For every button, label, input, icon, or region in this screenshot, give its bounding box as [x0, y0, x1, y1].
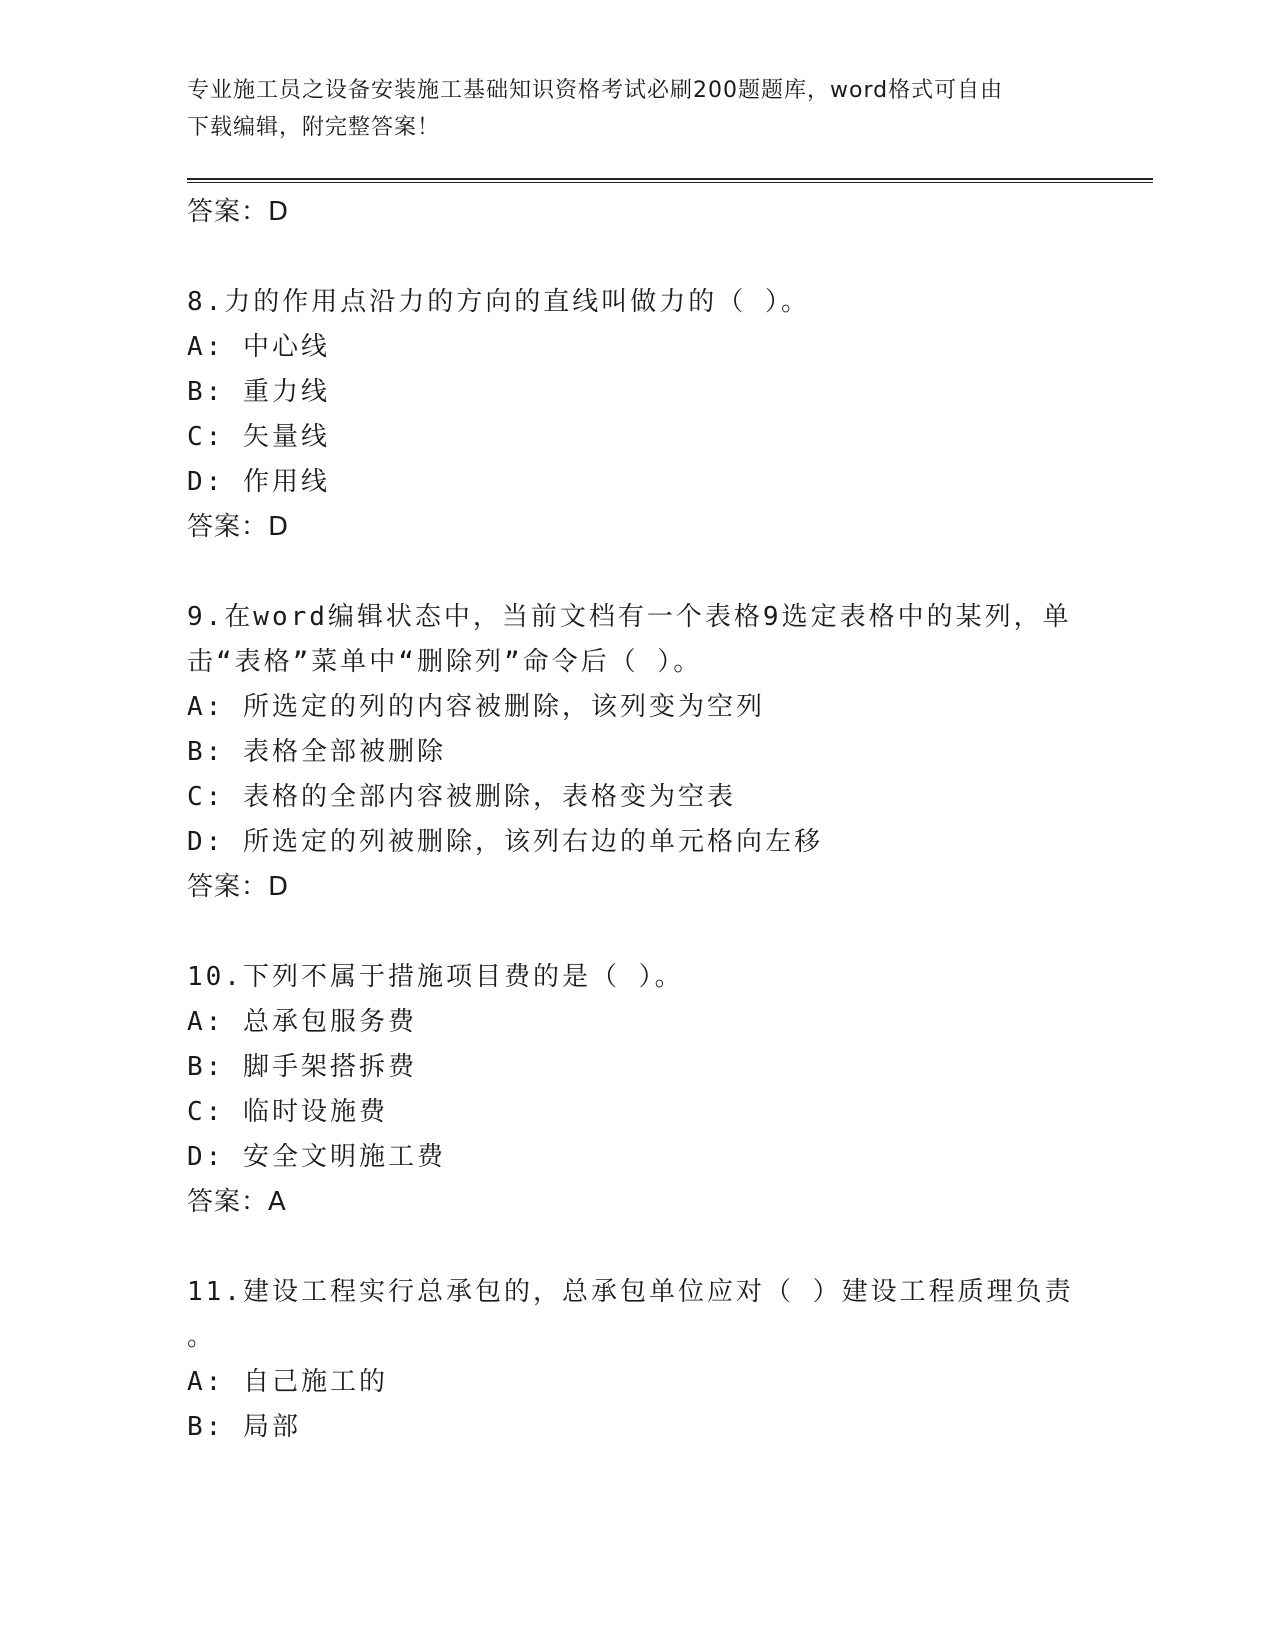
question-10-stem: 10.下列不属于措施项目费的是（ ）。 [187, 962, 684, 992]
question-11-option-b: B: 局部 [187, 1412, 301, 1442]
header-line-1: 专业施工员之设备安装施工基础知识资格考试必刷200题题库，word格式可自由 [187, 78, 1004, 103]
question-9-option-c: C: 表格的全部内容被删除，表格变为空表 [187, 782, 736, 812]
question-8-option-d: D: 作用线 [187, 467, 330, 497]
question-8-option-a: A: 中心线 [187, 332, 330, 362]
question-10-answer: 答案：A [187, 1187, 287, 1217]
question-9-option-b: B: 表格全部被删除 [187, 737, 446, 767]
question-8-stem: 8.力的作用点沿力的方向的直线叫做力的（ ）。 [187, 287, 810, 317]
question-11-stem-line-1: 11.建设工程实行总承包的，总承包单位应对（ ）建设工程质理负责 [187, 1277, 1074, 1307]
document-header [187, 72, 1087, 146]
previous-answer: 答案：D [187, 197, 290, 227]
question-8-option-b: B: 重力线 [187, 377, 330, 407]
question-10-option-b: B: 脚手架搭拆费 [187, 1052, 417, 1082]
question-9-stem-line-1: 9.在word编辑状态中，当前文档有一个表格9选定表格中的某列，单 [187, 602, 1072, 632]
question-11-stem-line-2: 。 [187, 1322, 217, 1352]
question-9-option-d: D: 所选定的列被删除，该列右边的单元格向左移 [187, 827, 823, 857]
question-10-option-c: C: 临时设施费 [187, 1097, 388, 1127]
question-11-option-a: A: 自己施工的 [187, 1367, 388, 1397]
question-9-answer: 答案：D [187, 872, 290, 902]
question-10-option-d: D: 安全文明施工费 [187, 1142, 446, 1172]
header-line-2: 下载编辑，附完整答案！ [187, 115, 441, 140]
header-divider-thin [187, 182, 1153, 183]
question-9-option-a: A: 所选定的列的内容被删除，该列变为空列 [187, 692, 765, 722]
header-divider [187, 178, 1153, 180]
question-8-option-c: C: 矢量线 [187, 422, 330, 452]
question-9-stem-line-2: 击“表格”菜单中“删除列”命令后（ ）。 [187, 647, 703, 677]
question-10-option-a: A: 总承包服务费 [187, 1007, 417, 1037]
question-8-answer: 答案：D [187, 512, 290, 542]
